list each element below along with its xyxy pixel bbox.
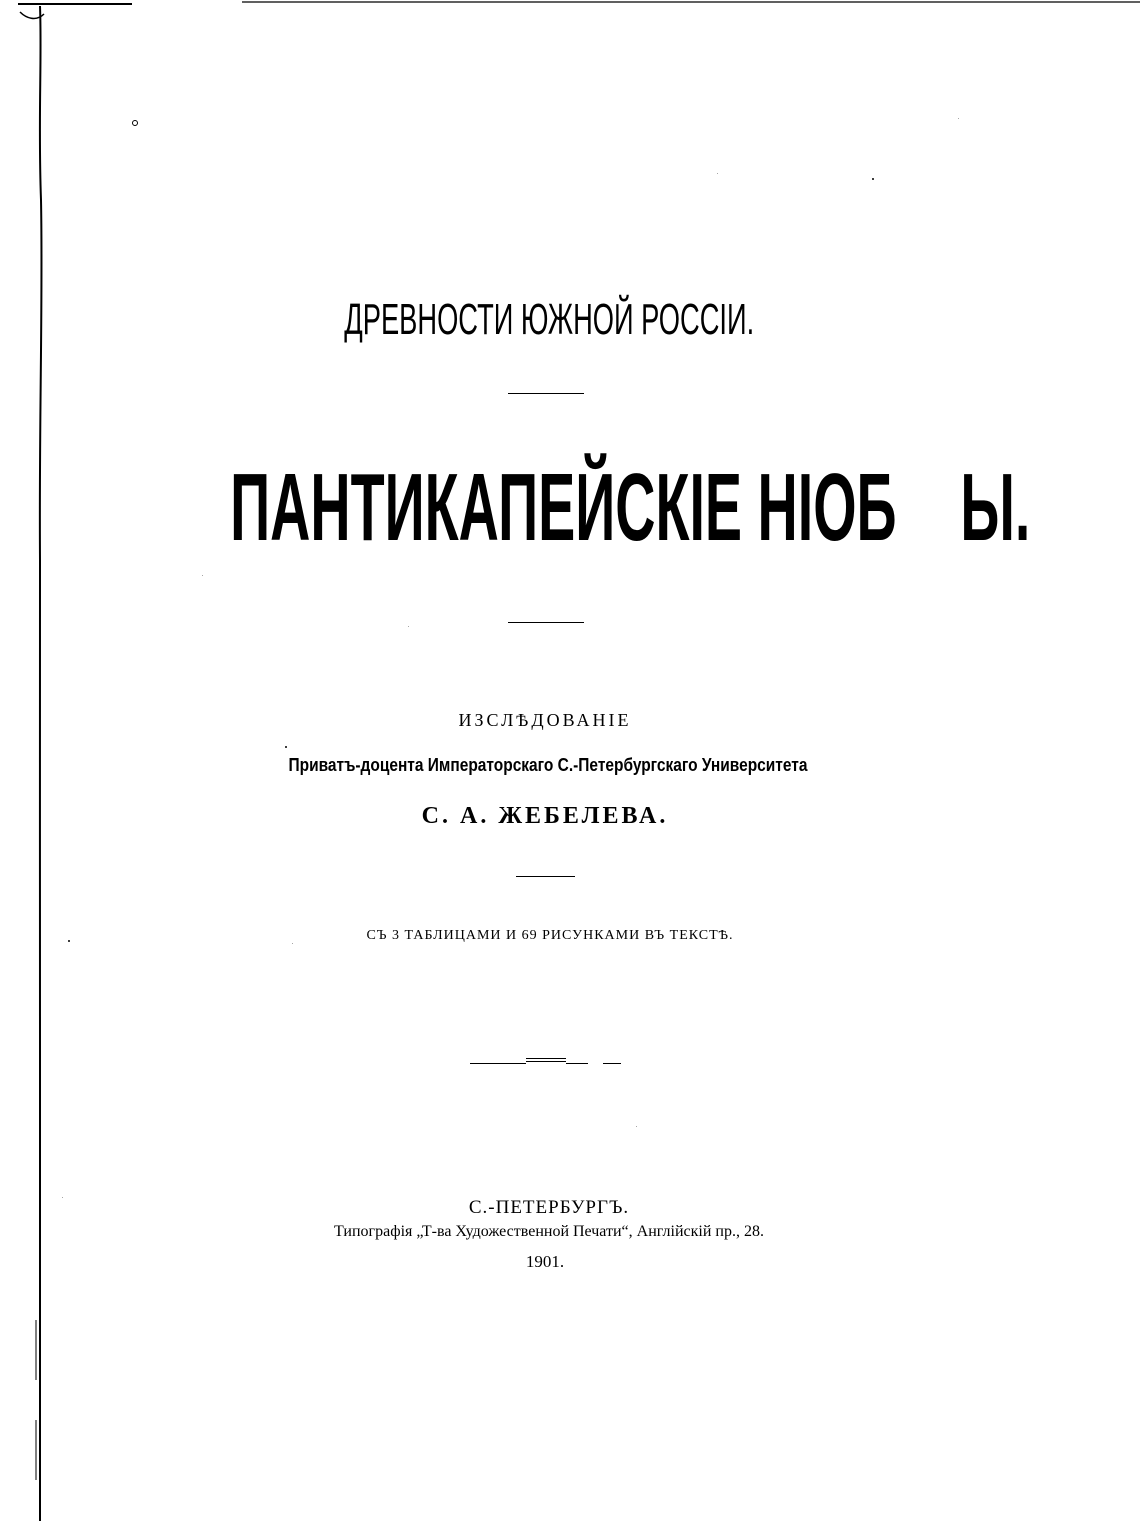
series-title: ДРЕВНОСТИ ЮЖНОЙ РОССІИ. — [344, 295, 755, 344]
main-title-part-1: ПАНТИКАПЕЙСКІЕ НІОБ — [230, 454, 897, 561]
divider-rule — [516, 876, 575, 877]
divider-rule — [508, 622, 584, 623]
ornament-line — [566, 1063, 588, 1064]
author-name: С. А. ЖЕБЕЛЕВА. — [421, 803, 669, 829]
imprint-printer: Типографія „Т-ва Художественной Печати“, Англійскій пр., 28. — [334, 1223, 764, 1240]
ornament-line — [470, 1063, 526, 1064]
divider-rule — [508, 393, 584, 394]
scan-speck — [408, 626, 409, 627]
scan-speck — [636, 1126, 637, 1127]
scan-speck — [872, 178, 874, 180]
ornament-double-line — [526, 1058, 566, 1062]
ornament-line — [603, 1063, 621, 1064]
imprint-year: 1901. — [525, 1252, 565, 1271]
author-affiliation: Приватъ-доцента Императорскаго С.-Петербургскаго Университета — [288, 755, 808, 775]
illustrations-note: СЪ 3 ТАБЛИЦАМИ И 69 РИСУНКАМИ ВЪ ТЕКСТѢ. — [366, 928, 734, 943]
scan-speck — [202, 575, 203, 576]
scan-speck — [285, 746, 287, 748]
scan-speck — [717, 173, 718, 174]
subtitle: ИЗСЛѢДОВАНІЕ — [458, 710, 632, 730]
main-title-part-2: Ы. — [960, 454, 1031, 561]
imprint-city: С.-ПЕТЕРБУРГЪ. — [468, 1197, 630, 1218]
main-title — [230, 448, 1031, 568]
scan-speck — [958, 118, 959, 119]
